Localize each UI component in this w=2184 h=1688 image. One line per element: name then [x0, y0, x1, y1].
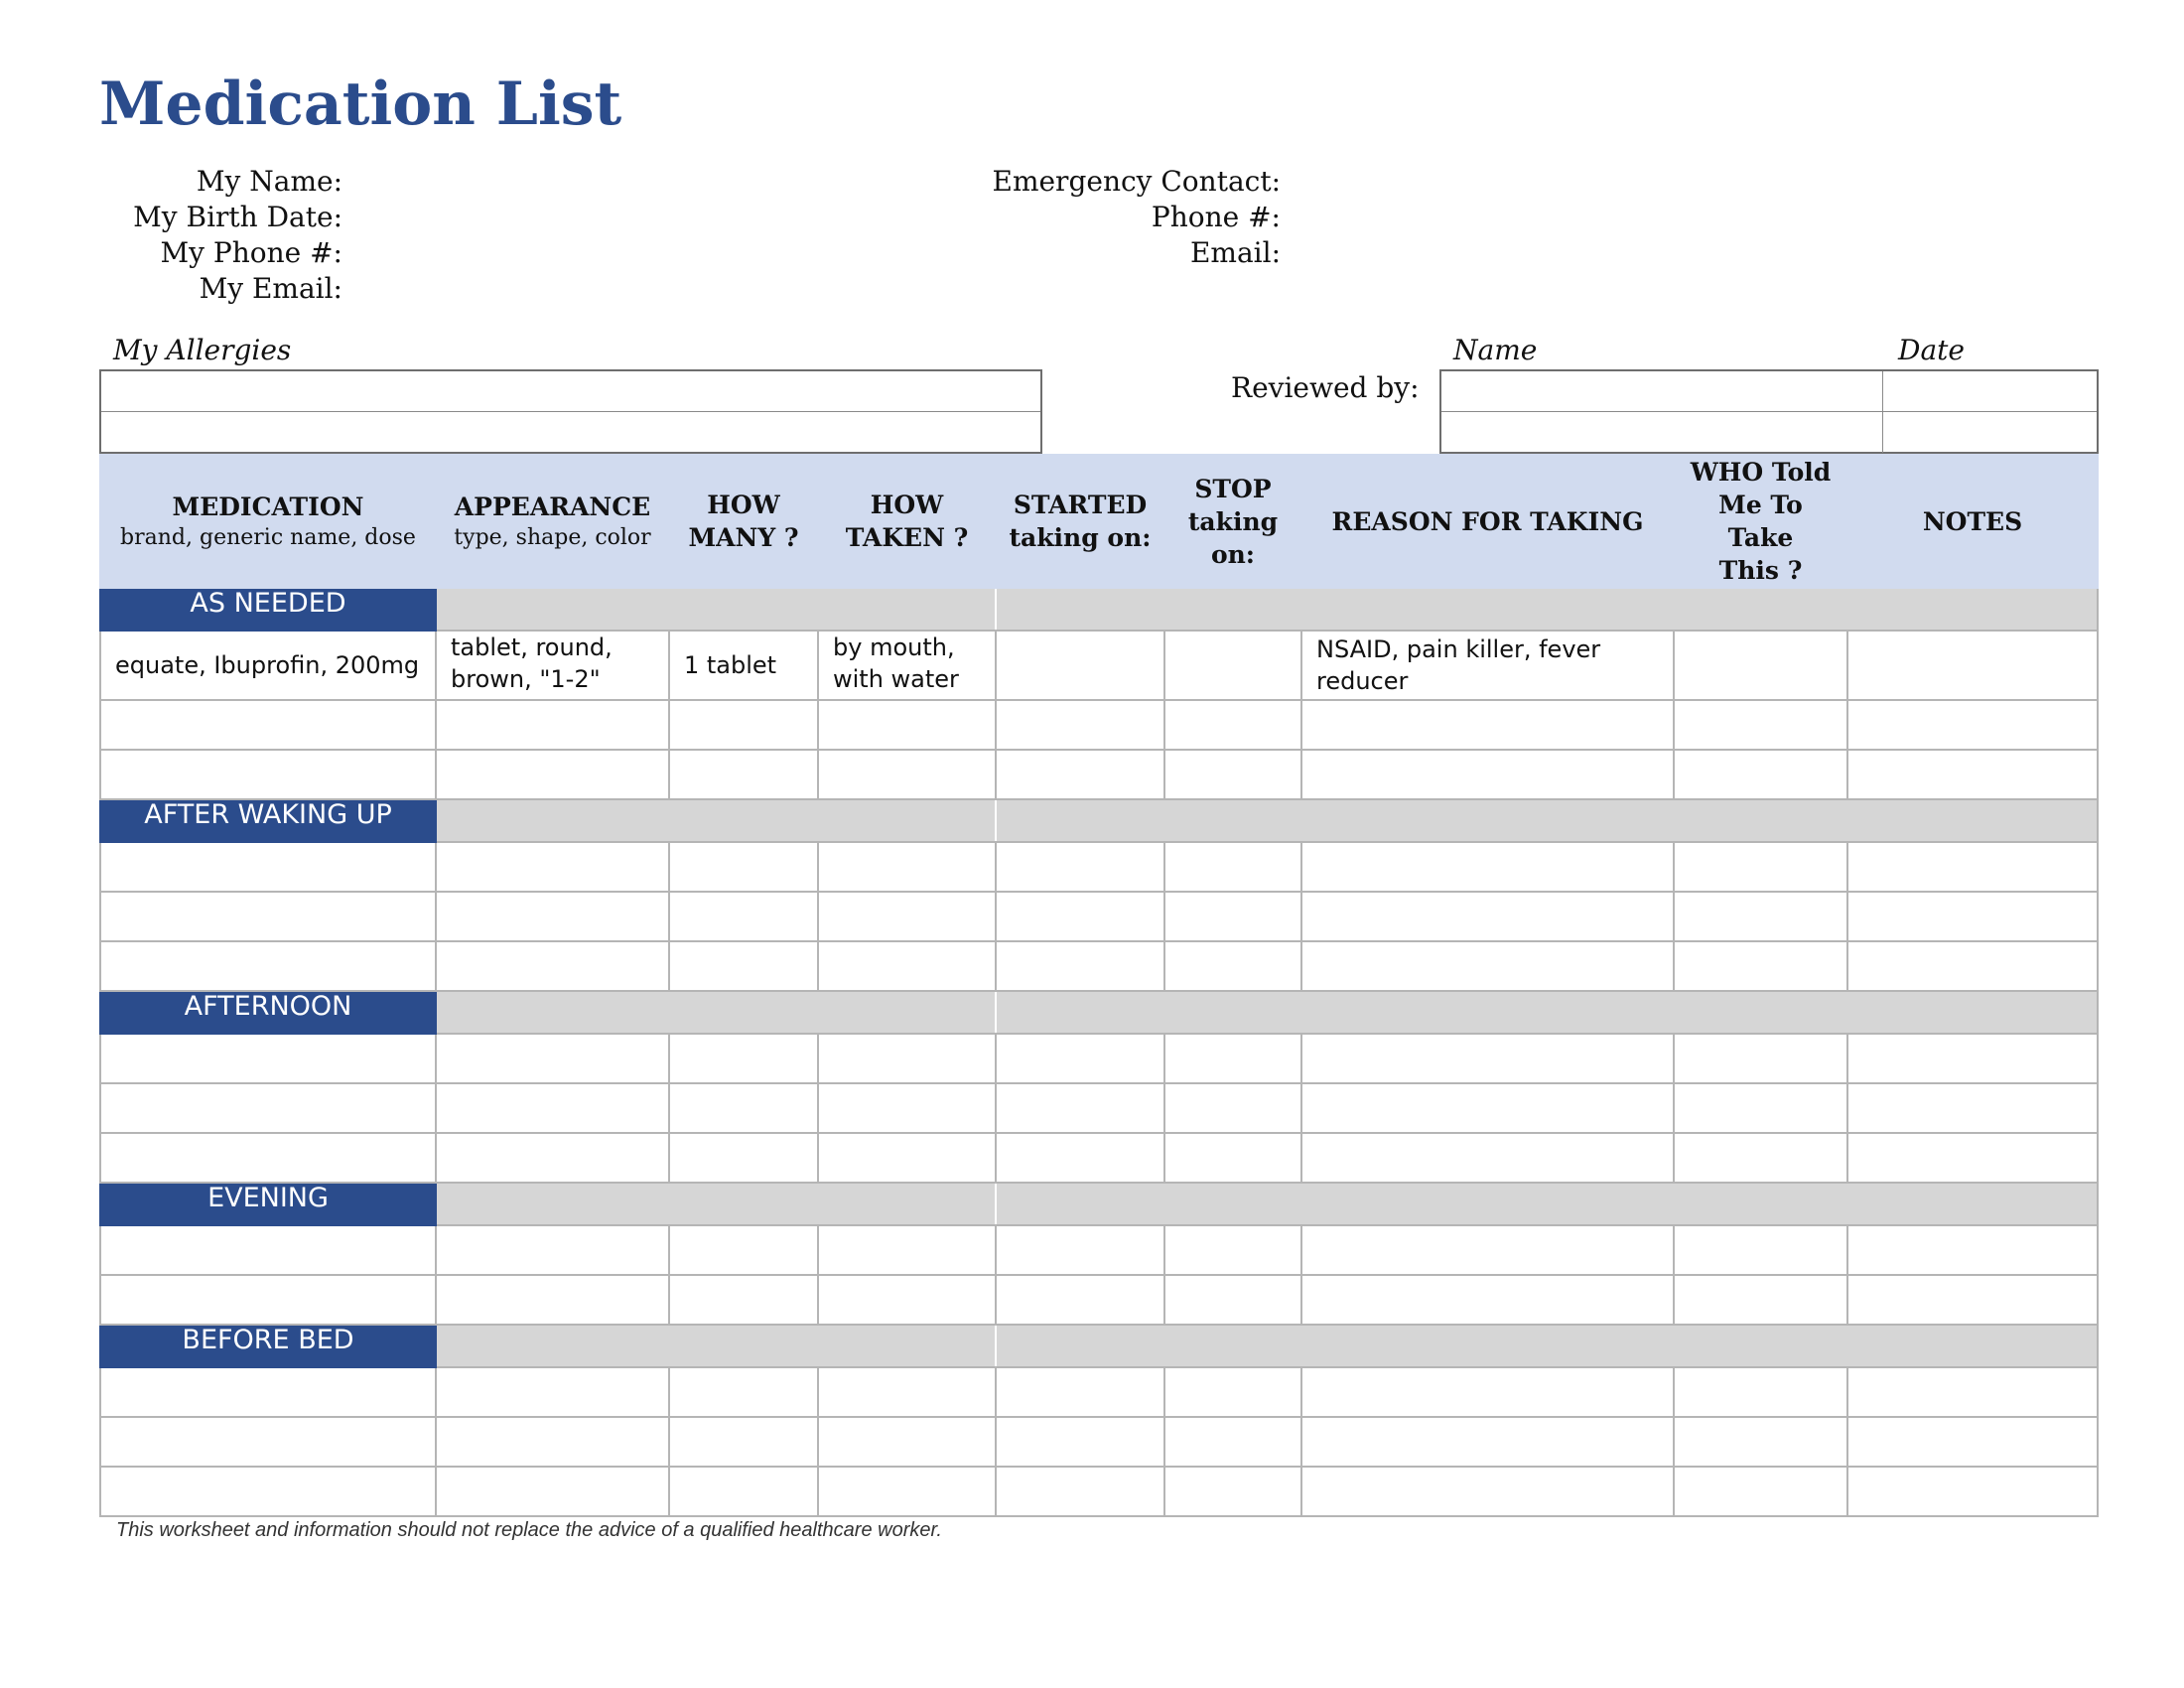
table-row — [100, 1133, 2098, 1183]
cell[interactable] — [1301, 1275, 1674, 1325]
section-label: BEFORE BED — [100, 1325, 436, 1367]
cell[interactable] — [1847, 1225, 2098, 1275]
cell[interactable] — [1164, 1133, 1301, 1183]
cell[interactable] — [818, 700, 996, 750]
table-row — [100, 700, 2098, 750]
cell[interactable] — [1674, 892, 1847, 941]
cell[interactable] — [996, 1083, 1164, 1133]
table-row — [100, 750, 2098, 799]
cell[interactable] — [436, 1083, 669, 1133]
cell[interactable] — [1674, 1367, 1847, 1417]
section-before-bed — [100, 1325, 2098, 1367]
cell[interactable] — [436, 1275, 669, 1325]
cell[interactable] — [1674, 1083, 1847, 1133]
cell[interactable] — [818, 1367, 996, 1417]
cell[interactable] — [1301, 892, 1674, 941]
cell[interactable] — [996, 1367, 1164, 1417]
col-how-taken: HOW TAKEN ? — [818, 455, 996, 588]
section-fill — [996, 991, 2098, 1034]
medication-table — [99, 454, 2099, 1517]
cell[interactable] — [996, 842, 1164, 892]
cell[interactable] — [436, 750, 669, 799]
cell[interactable] — [100, 1467, 436, 1516]
cell[interactable] — [436, 1133, 669, 1183]
section-fill — [996, 799, 2098, 842]
cell[interactable] — [669, 1225, 818, 1275]
cell[interactable] — [1847, 1034, 2098, 1083]
cell[interactable] — [100, 1367, 436, 1417]
page-title: Medication List — [99, 70, 622, 139]
cell[interactable] — [1301, 1417, 1674, 1467]
cell[interactable] — [669, 750, 818, 799]
cell[interactable] — [436, 1225, 669, 1275]
table-row — [100, 941, 2098, 991]
table-row — [100, 1034, 2098, 1083]
section-fill — [996, 588, 2098, 631]
cell[interactable] — [818, 1275, 996, 1325]
cell[interactable] — [818, 1034, 996, 1083]
cell[interactable] — [1164, 1417, 1301, 1467]
cell[interactable] — [1301, 1083, 1674, 1133]
cell[interactable] — [818, 842, 996, 892]
cell-reason[interactable]: NSAID, pain killer, fever reducer — [1301, 631, 1674, 700]
disclaimer: This worksheet and information should not replace the advice of a qualified healthcare worker. — [116, 1519, 942, 1541]
table-header — [100, 455, 2098, 588]
table-row — [100, 631, 2098, 700]
cell[interactable] — [1847, 1417, 2098, 1467]
emergency-contact-label: Emergency Contact: — [992, 165, 1281, 198]
cell[interactable] — [996, 1467, 1164, 1516]
col-started: STARTED taking on: — [996, 455, 1164, 588]
section-after-waking-up — [100, 799, 2098, 842]
cell-appearance[interactable]: tablet, round, brown, "1-2" — [436, 631, 669, 700]
cell[interactable] — [996, 1034, 1164, 1083]
cell[interactable] — [1164, 941, 1301, 991]
cell[interactable] — [1847, 892, 2098, 941]
allergies-label: My Allergies — [113, 334, 292, 366]
cell[interactable] — [1674, 1467, 1847, 1516]
cell[interactable] — [669, 941, 818, 991]
section-evening — [100, 1183, 2098, 1225]
table-row — [100, 1417, 2098, 1467]
cell-how-many[interactable]: 1 tablet — [669, 631, 818, 700]
section-label: AFTERNOON — [100, 991, 436, 1034]
cell[interactable] — [1674, 1225, 1847, 1275]
section-fill — [436, 588, 996, 631]
cell[interactable] — [818, 750, 996, 799]
cell[interactable] — [436, 700, 669, 750]
cell[interactable] — [1301, 700, 1674, 750]
cell[interactable] — [1164, 1225, 1301, 1275]
personal-info — [99, 164, 342, 307]
cell[interactable] — [436, 1034, 669, 1083]
section-afternoon — [100, 991, 2098, 1034]
cell[interactable] — [1674, 1133, 1847, 1183]
col-appearance: APPEARANCE type, shape, color — [436, 455, 669, 588]
cell[interactable] — [669, 892, 818, 941]
cell[interactable] — [100, 1083, 436, 1133]
cell[interactable] — [100, 842, 436, 892]
section-label: EVENING — [100, 1183, 436, 1225]
section-fill — [996, 1183, 2098, 1225]
cell[interactable] — [436, 1367, 669, 1417]
cell[interactable] — [1164, 1467, 1301, 1516]
cell[interactable] — [1164, 842, 1301, 892]
cell[interactable] — [669, 1133, 818, 1183]
cell-notes[interactable] — [1847, 631, 2098, 700]
my-birth-date-label: My Birth Date: — [133, 201, 342, 233]
cell[interactable] — [996, 1275, 1164, 1325]
section-fill — [436, 799, 996, 842]
cell[interactable] — [1164, 1034, 1301, 1083]
my-email-label: My Email: — [199, 272, 342, 305]
cell-medication[interactable]: equate, Ibuprofin, 200mg — [100, 631, 436, 700]
table-row — [100, 892, 2098, 941]
cell[interactable] — [1301, 750, 1674, 799]
cell[interactable] — [100, 941, 436, 991]
cell[interactable] — [669, 700, 818, 750]
cell[interactable] — [1674, 1417, 1847, 1467]
table-row — [100, 1083, 2098, 1133]
cell[interactable] — [1164, 750, 1301, 799]
cell[interactable] — [1674, 700, 1847, 750]
allergies-divider — [101, 411, 1040, 412]
cell[interactable] — [1847, 1275, 2098, 1325]
cell[interactable] — [818, 892, 996, 941]
col-who-told: WHO Told Me To Take This ? — [1674, 455, 1847, 588]
cell[interactable] — [100, 892, 436, 941]
col-how-many: HOW MANY ? — [669, 455, 818, 588]
cell[interactable] — [436, 1467, 669, 1516]
cell[interactable] — [1164, 892, 1301, 941]
table-row — [100, 1467, 2098, 1516]
section-label: AS NEEDED — [100, 588, 436, 631]
reviewed-by-label: Reviewed by: — [1231, 371, 1420, 404]
table-row — [100, 1367, 2098, 1417]
section-fill — [436, 991, 996, 1034]
cell[interactable] — [669, 1467, 818, 1516]
cell[interactable] — [669, 1083, 818, 1133]
cell[interactable] — [436, 842, 669, 892]
cell[interactable] — [996, 1417, 1164, 1467]
cell[interactable] — [1847, 750, 2098, 799]
col-reason: REASON FOR TAKING — [1301, 455, 1674, 588]
cell[interactable] — [100, 1034, 436, 1083]
cell-how-taken[interactable]: by mouth, with water — [818, 631, 996, 700]
cell[interactable] — [1301, 1225, 1674, 1275]
col-stop: STOP taking on: — [1164, 455, 1301, 588]
cell[interactable] — [1164, 700, 1301, 750]
cell[interactable] — [1301, 1467, 1674, 1516]
cell[interactable] — [669, 842, 818, 892]
cell[interactable] — [1674, 842, 1847, 892]
cell[interactable] — [818, 1417, 996, 1467]
review-divider-v — [1882, 371, 1883, 453]
cell[interactable] — [1301, 1034, 1674, 1083]
cell[interactable] — [1164, 1083, 1301, 1133]
cell[interactable] — [100, 700, 436, 750]
cell[interactable] — [1847, 1133, 2098, 1183]
cell[interactable] — [818, 1083, 996, 1133]
cell[interactable] — [1301, 842, 1674, 892]
cell[interactable] — [1674, 750, 1847, 799]
cell[interactable] — [996, 892, 1164, 941]
cell[interactable] — [436, 892, 669, 941]
cell[interactable] — [996, 1133, 1164, 1183]
cell[interactable] — [100, 1225, 436, 1275]
col-notes: NOTES — [1847, 455, 2098, 588]
cell[interactable] — [996, 750, 1164, 799]
col-medication: MEDICATION brand, generic name, dose — [100, 455, 436, 588]
cell[interactable] — [1301, 1367, 1674, 1417]
cell[interactable] — [818, 1133, 996, 1183]
cell[interactable] — [1847, 700, 2098, 750]
my-phone-label: My Phone #: — [160, 236, 342, 269]
table-row — [100, 842, 2098, 892]
cell[interactable] — [996, 1225, 1164, 1275]
cell[interactable] — [1847, 1367, 2098, 1417]
cell[interactable] — [1674, 1275, 1847, 1325]
review-divider-h — [1441, 411, 2097, 412]
cell[interactable] — [100, 1133, 436, 1183]
cell-who-told[interactable] — [1674, 631, 1847, 700]
cell[interactable] — [100, 750, 436, 799]
section-label: AFTER WAKING UP — [100, 799, 436, 842]
cell[interactable] — [669, 1367, 818, 1417]
section-as-needed — [100, 588, 2098, 631]
section-fill — [996, 1325, 2098, 1367]
cell[interactable] — [436, 941, 669, 991]
review-name-header: Name — [1453, 334, 1538, 366]
emergency-email-label: Email: — [1189, 236, 1281, 269]
review-date-header: Date — [1898, 334, 1965, 366]
cell[interactable] — [996, 941, 1164, 991]
cell[interactable] — [996, 700, 1164, 750]
cell[interactable] — [818, 941, 996, 991]
cell[interactable] — [669, 1417, 818, 1467]
cell[interactable] — [100, 1417, 436, 1467]
cell[interactable] — [1301, 1133, 1674, 1183]
cell[interactable] — [1847, 1083, 2098, 1133]
cell[interactable] — [1674, 941, 1847, 991]
cell[interactable] — [1847, 1467, 2098, 1516]
cell[interactable] — [1674, 1034, 1847, 1083]
cell[interactable] — [100, 1275, 436, 1325]
cell[interactable] — [1164, 1367, 1301, 1417]
cell[interactable] — [1847, 941, 2098, 991]
section-fill — [436, 1325, 996, 1367]
cell[interactable] — [669, 1034, 818, 1083]
table-row — [100, 1225, 2098, 1275]
cell[interactable] — [436, 1417, 669, 1467]
cell-stop[interactable] — [1164, 631, 1301, 700]
cell[interactable] — [669, 1275, 818, 1325]
cell[interactable] — [818, 1225, 996, 1275]
emergency-phone-label: Phone #: — [1151, 201, 1281, 233]
my-name-label: My Name: — [196, 165, 342, 198]
cell-started[interactable] — [996, 631, 1164, 700]
cell[interactable] — [818, 1467, 996, 1516]
cell[interactable] — [1301, 941, 1674, 991]
emergency-info — [893, 164, 1281, 271]
section-fill — [436, 1183, 996, 1225]
cell[interactable] — [1164, 1275, 1301, 1325]
table-row — [100, 1275, 2098, 1325]
cell[interactable] — [1847, 842, 2098, 892]
